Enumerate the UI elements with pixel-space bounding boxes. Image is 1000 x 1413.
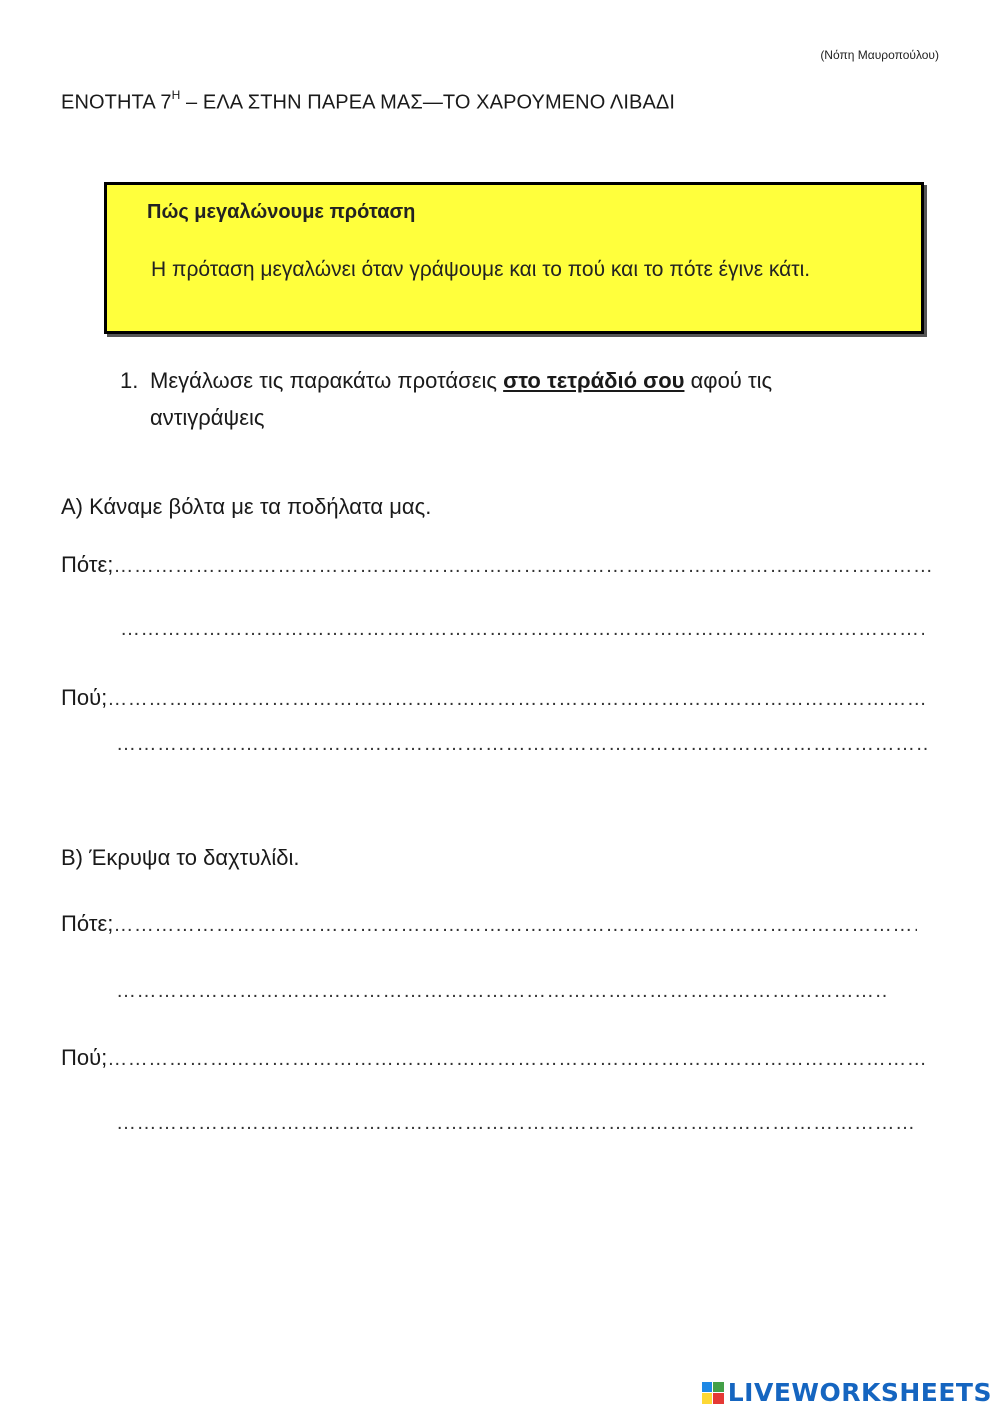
exercise-a-when-line-2[interactable] xyxy=(120,618,924,641)
instruction xyxy=(120,362,910,436)
answer-dots xyxy=(116,733,930,756)
unit-title-superscript: Η xyxy=(171,88,181,102)
instruction-text-after: αφού τις xyxy=(684,368,773,393)
exercise-b-sentence: Β) Έκρυψα το δαχτυλίδι. xyxy=(61,845,300,870)
answer-dots xyxy=(113,914,917,937)
exercise-a-sentence: Α) Κάναμε βόλτα με τα ποδήλατα μας. xyxy=(61,494,432,519)
exercise-a-when-label: Πότε; xyxy=(61,552,114,577)
exercise-b-where-label: Πού; xyxy=(61,1045,108,1070)
exercise-b-where-line-2[interactable] xyxy=(116,1112,918,1135)
author-note: (Νόπη Μαυροπούλου) xyxy=(820,48,939,62)
instruction-emphasis: στο τετράδιό σου xyxy=(503,368,685,393)
watermark xyxy=(702,1378,992,1407)
unit-title-prefix: ΕΝΟΤΗΤΑ 7 xyxy=(61,91,172,114)
answer-dots xyxy=(113,555,931,578)
answer-dots xyxy=(107,1048,927,1071)
exercise-b-when-line[interactable] xyxy=(61,911,917,937)
exercise-a-where-label: Πού; xyxy=(61,685,108,710)
answer-dots xyxy=(107,688,927,711)
rule-title: Πώς μεγαλώνουμε πρόταση xyxy=(147,201,416,223)
rule-text: Η πρόταση μεγαλώνει όταν γράψουμε και το πού και το πότε έγινε κάτι. xyxy=(151,258,811,281)
unit-title xyxy=(61,90,675,115)
exercise-b-when-label: Πότε; xyxy=(61,911,114,936)
exercise-a-where-line[interactable] xyxy=(61,685,927,711)
watermark-text: LIVEWORKSHEETS xyxy=(727,1378,992,1407)
instruction-line-2: αντιγράψεις xyxy=(150,405,265,430)
exercise-a-where-line-2[interactable] xyxy=(116,733,930,756)
answer-dots xyxy=(116,980,886,1003)
liveworksheets-logo-icon xyxy=(702,1382,724,1404)
unit-title-suffix: – ΕΛΑ ΣΤΗΝ ΠΑΡΕΑ ΜΑΣ—ΤΟ ΧΑΡΟΥΜΕΝΟ ΛΙΒΑΔΙ xyxy=(180,91,676,114)
answer-dots xyxy=(120,618,924,641)
exercise-b-when-line-2[interactable] xyxy=(116,980,886,1003)
exercise-a-when-line[interactable] xyxy=(61,552,931,578)
answer-dots xyxy=(116,1112,918,1135)
exercise-b-where-line[interactable] xyxy=(61,1045,927,1071)
instruction-line-1 xyxy=(120,362,910,399)
rule-box xyxy=(104,182,924,334)
instruction-text-before: Μεγάλωσε τις παρακάτω προτάσεις xyxy=(150,368,504,393)
instruction-number: 1. xyxy=(120,368,139,393)
